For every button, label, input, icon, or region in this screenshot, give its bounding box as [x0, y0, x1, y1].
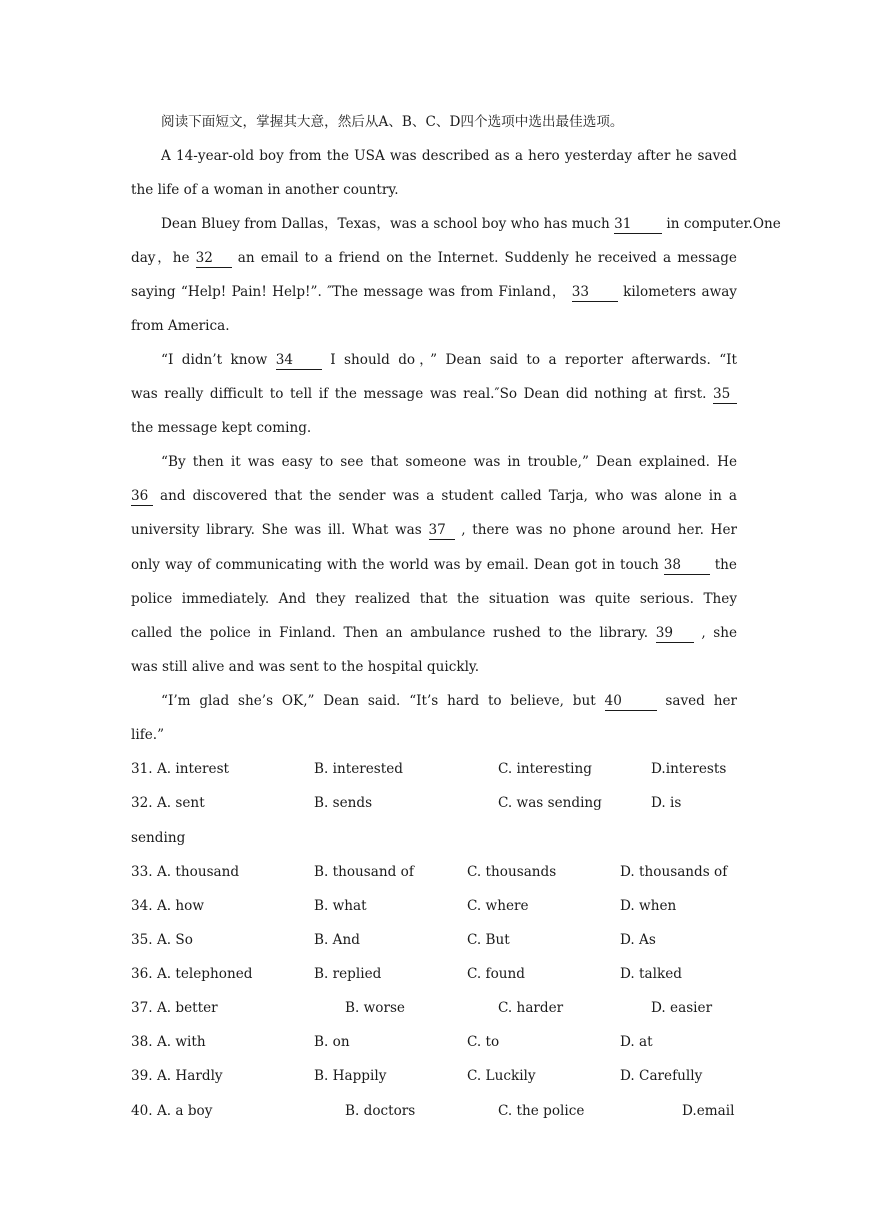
- text-span: “I’m glad she’s OK,” Dean said. “It’s hard to believe, but: [161, 693, 596, 709]
- option-d: D. at: [620, 1034, 653, 1050]
- passage-line: [161, 207, 781, 241]
- option-a: A. with: [156, 1034, 206, 1050]
- passage-line: the life of a woman in another country.: [131, 182, 399, 198]
- passage-line: [131, 479, 737, 513]
- option-row-36: [131, 957, 252, 991]
- text-span: , she: [701, 625, 737, 641]
- blank-34: 34: [276, 351, 322, 370]
- option-row-40: [131, 1094, 212, 1128]
- option-c: C. harder: [498, 1000, 564, 1016]
- text-span: and discovered that the sender was a student called Tarja, who was alone in a: [160, 488, 738, 504]
- blank-35: 35: [713, 385, 737, 404]
- question-number: 32.: [131, 795, 153, 811]
- passage-line: [131, 241, 737, 275]
- option-d: D. talked: [620, 966, 682, 982]
- blank-31: 31: [614, 215, 662, 234]
- option-d: D. when: [620, 898, 677, 914]
- option-b: B. doctors: [345, 1103, 416, 1119]
- option-a: A. sent: [156, 795, 205, 811]
- option-a: A. interest: [156, 761, 230, 777]
- option-b: B. replied: [314, 966, 382, 982]
- text-span: Dean Bluey from Dallas，Texas，was a school boy who has much: [161, 216, 610, 232]
- question-number: 33.: [131, 864, 153, 880]
- passage-line: [161, 343, 737, 377]
- option-row-35: [131, 923, 193, 957]
- passage-line: [131, 616, 737, 650]
- question-number: 40.: [131, 1103, 153, 1119]
- passage-line: police immediately. And they realized that the situation was quite serious. They: [131, 591, 737, 607]
- text-span: saved her: [665, 693, 737, 709]
- option-c: C. But: [467, 932, 510, 948]
- option-d: D. easier: [651, 1000, 713, 1016]
- option-b: B. thousand of: [314, 864, 414, 880]
- text-span: in computer.One: [666, 216, 781, 232]
- option-d: D. is: [651, 795, 682, 811]
- blank-38: 38: [664, 556, 710, 575]
- option-d: D. thousands of: [620, 864, 728, 880]
- option-b: B. sends: [314, 795, 373, 811]
- option-d: D.email: [682, 1103, 735, 1119]
- blank-33: 33: [572, 283, 618, 302]
- text-span: kilometers away: [623, 284, 737, 300]
- passage-line: [131, 275, 737, 309]
- passage-line: [161, 684, 737, 718]
- option-c: C. was sending: [498, 795, 602, 811]
- blank-40: 40: [605, 692, 657, 711]
- option-c: C. where: [467, 898, 529, 914]
- text-span: , there was no phone around her. Her: [461, 522, 738, 538]
- option-c: C. interesting: [498, 761, 592, 777]
- question-number: 36.: [131, 966, 153, 982]
- blank-32: 32: [196, 249, 232, 268]
- passage-line: [131, 513, 737, 547]
- passage-line: was still alive and was sent to the hospital quickly.: [131, 659, 480, 675]
- text-span: called the police in Finland. Then an ambulance rushed to the library.: [131, 625, 649, 641]
- text-span: the: [714, 557, 737, 573]
- blank-37: 37: [429, 521, 455, 540]
- option-row-37: [131, 991, 218, 1025]
- option-a: A. Hardly: [156, 1068, 223, 1084]
- option-c: C. thousands: [467, 864, 557, 880]
- text-span: saying “Help! Pain! Help!”. ″The message was from Finland，: [131, 284, 567, 300]
- option-row-39: [131, 1059, 223, 1093]
- option-a: A. a boy: [156, 1103, 213, 1119]
- option-row-38: [131, 1025, 206, 1059]
- blank-36: 36: [131, 487, 153, 506]
- passage-line: A 14-year-old boy from the USA was described as a hero yesterday after he saved: [161, 148, 737, 164]
- option-row-34: [131, 889, 204, 923]
- option-d: D. As: [620, 932, 656, 948]
- option-a: A. So: [156, 932, 193, 948]
- passage-line: [131, 377, 737, 411]
- passage-line: the message kept coming.: [131, 420, 312, 436]
- question-number: 39.: [131, 1068, 153, 1084]
- text-span: I should do，” Dean said to a reporter afterwards. “It: [330, 352, 737, 368]
- question-number: 35.: [131, 932, 153, 948]
- option-b: B. worse: [345, 1000, 405, 1016]
- passage-line: life.”: [131, 727, 165, 743]
- passage-line: [131, 548, 737, 582]
- question-number: 31.: [131, 761, 153, 777]
- question-number: 37.: [131, 1000, 153, 1016]
- instruction: 阅读下面短文，掌握其大意，然后从A、B、C、D四个选项中选出最佳选项。: [161, 114, 624, 130]
- passage-line: from America.: [131, 318, 230, 334]
- option-a: A. telephoned: [156, 966, 253, 982]
- blank-39: 39: [656, 624, 694, 643]
- option-a: A. thousand: [156, 864, 240, 880]
- option-b: B. what: [314, 898, 367, 914]
- option-a: A. better: [156, 1000, 218, 1016]
- text-span: an email to a friend on the Internet. Suddenly he received a message: [237, 250, 737, 266]
- question-number: 34.: [131, 898, 153, 914]
- option-row-32: [131, 786, 205, 820]
- text-span: university library. She was ill. What was: [131, 522, 422, 538]
- option-d: D. Carefully: [620, 1068, 703, 1084]
- text-span: only way of communicating with the world was by email. Dean got in touch: [131, 557, 659, 573]
- option-b: B. on: [314, 1034, 350, 1050]
- option-row-33: [131, 855, 239, 889]
- option-row-31: [131, 752, 229, 786]
- option-a: A. how: [156, 898, 204, 914]
- option-d: D.interests: [651, 761, 727, 777]
- option-b: B. interested: [314, 761, 403, 777]
- passage-line: “By then it was easy to see that someone was in trouble,” Dean explained. He: [161, 454, 737, 470]
- option-d-continued: sending: [131, 830, 186, 846]
- text-span: “I didn’t know: [161, 352, 268, 368]
- option-c: C. Luckily: [467, 1068, 536, 1084]
- option-b: B. Happily: [314, 1068, 387, 1084]
- option-c: C. the police: [498, 1103, 585, 1119]
- option-c: C. to: [467, 1034, 500, 1050]
- option-b: B. And: [314, 932, 360, 948]
- question-number: 38.: [131, 1034, 153, 1050]
- option-c: C. found: [467, 966, 525, 982]
- text-span: was really difficult to tell if the message was real.″So Dean did nothing at first.: [131, 386, 707, 402]
- text-span: day，he: [131, 250, 190, 266]
